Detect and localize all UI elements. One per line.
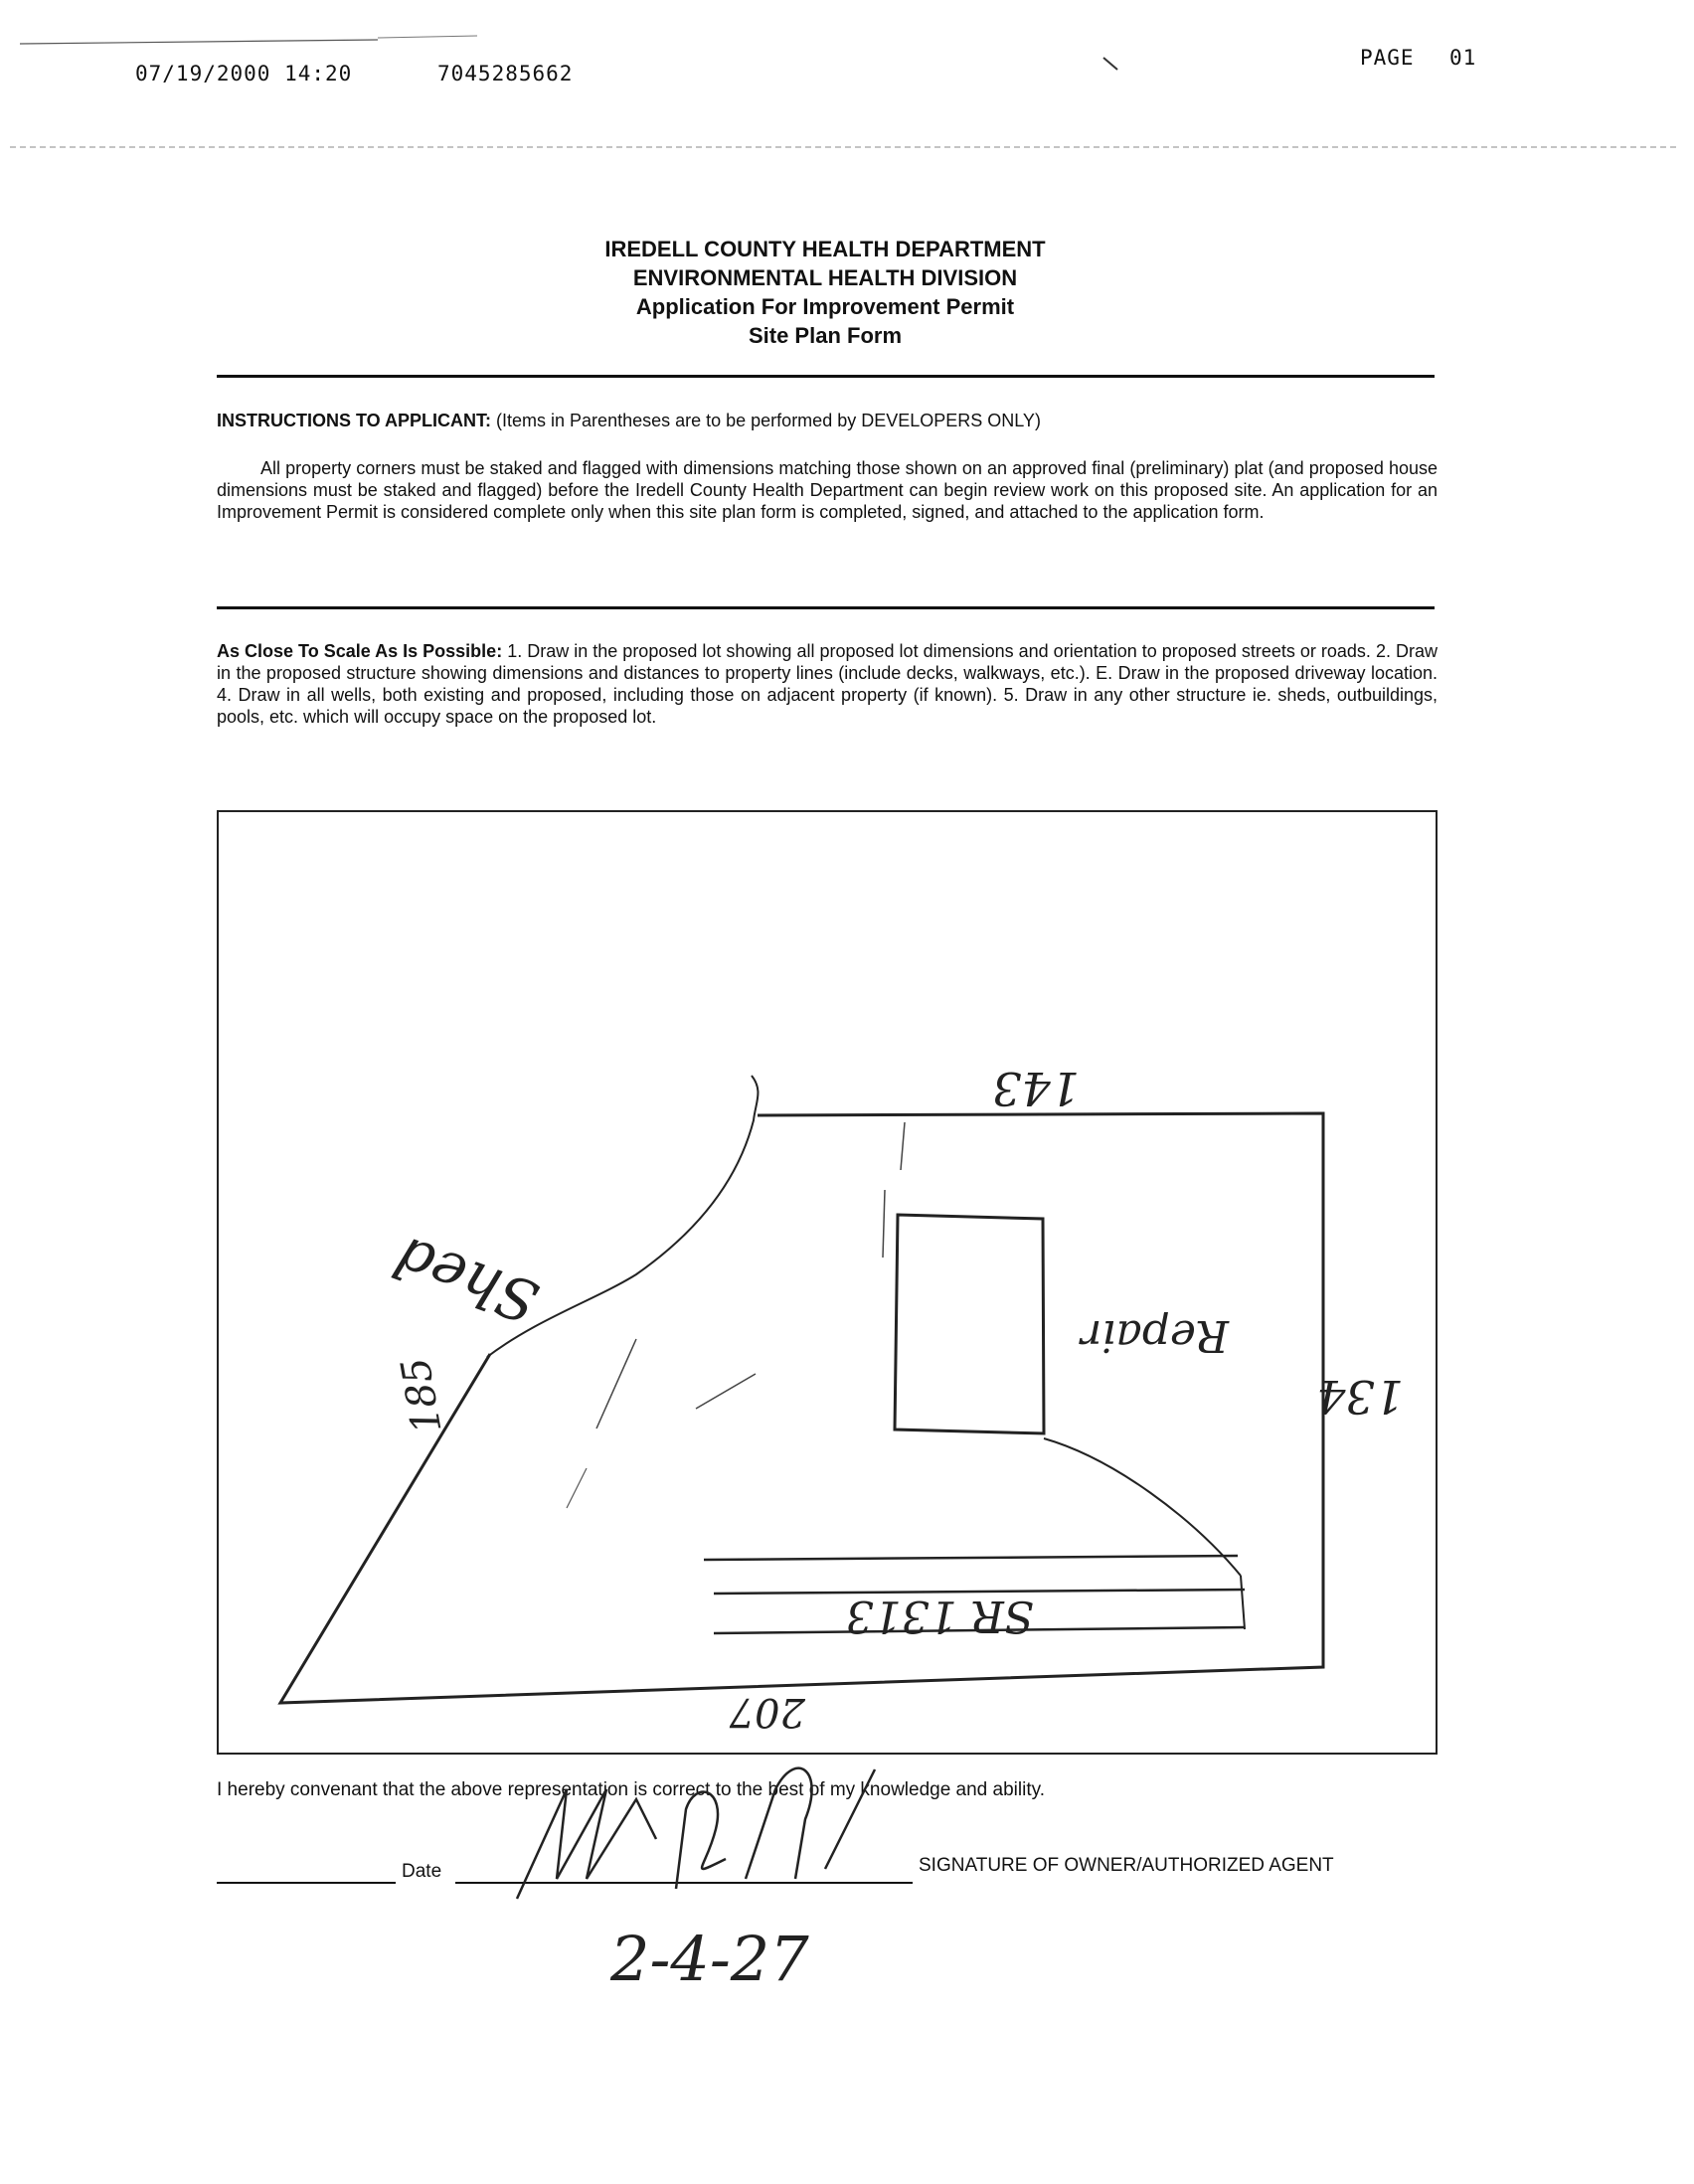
fax-datetime: 07/19/2000 14:20 [135,62,353,85]
instructions-heading-note: (Items in Parentheses are to be performed by DEVELOPERS ONLY) [496,411,1041,430]
top-dimension-annotation: 143 [992,1062,1080,1115]
handwritten-date [606,1909,865,2008]
covenant-statement: I hereby convenant that the above representation is correct to the best of my knowledge and ability. [217,1779,1045,1800]
fax-page-label: PAGE [1360,46,1415,70]
right-dimension-annotation: 134 [1316,1370,1404,1424]
date-label: Date [402,1861,442,1882]
handwritten-signature [497,1730,915,1929]
application-title: Application For Improvement Permit [635,294,1015,319]
signature-label: SIGNATURE OF OWNER/AUTHORIZED AGENT [919,1855,1334,1876]
left-dimension-annotation: 185 [393,1354,451,1437]
scale-instructions-body: 1. Draw in the proposed lot showing all proposed lot dimensions and orientation to proposed streets or roads. 2. Draw in the proposed structure showing dimensions and distances to property lines (include decks, walkways, etc.). E. Draw in the proposed driveway location. 4. Draw in all wells, both existing and proposed, including those on adjacent property (if known). 5. Draw in any other structure ie. sheds, outbuildings, pools, etc. which will occupy space on the proposed lot. [217,641,1438,727]
handwritten-date-text: 2-4-27 [610,1923,809,1995]
fax-phone: 7045285662 [437,62,574,85]
division-title: ENVIRONMENTAL HEALTH DIVISION [632,265,1018,290]
bottom-dimension-annotation: 207 [729,1689,805,1735]
fax-page-number: 01 [1449,46,1477,70]
form-name: Site Plan Form [748,323,903,348]
repair-label-annotation: Repair [1081,1310,1229,1361]
department-title: IREDELL COUNTY HEALTH DEPARTMENT [604,237,1046,261]
instructions-body: All property corners must be staked and flagged with dimensions matching those shown on an approved final (preliminary) plat (and proposed house dimensions must be staked and flagged) before the Iredell County Health Department can begin review work on this proposed site. An application for an Improvement Permit is considered complete only when this site plan form is completed, signed, and attached to the application form. [217,458,1438,522]
form-title-block [0,235,1650,350]
site-plan-box [217,810,1438,1755]
house-footprint [895,1215,1044,1433]
fax-header [0,0,1694,159]
scale-instructions [217,640,1438,728]
site-plan-drawing [219,812,1436,1753]
road-line-top [704,1556,1238,1560]
shed-label-annotation: Shed [385,1222,548,1337]
scale-instructions-lead: As Close To Scale As Is Possible: [217,641,503,661]
instructions-heading: INSTRUCTIONS TO APPLICANT: [217,411,492,430]
road-label-annotation: SR 1313 [845,1591,1034,1641]
divider-top [217,375,1435,378]
divider-middle [217,606,1435,609]
instructions-heading-row [217,410,1438,431]
